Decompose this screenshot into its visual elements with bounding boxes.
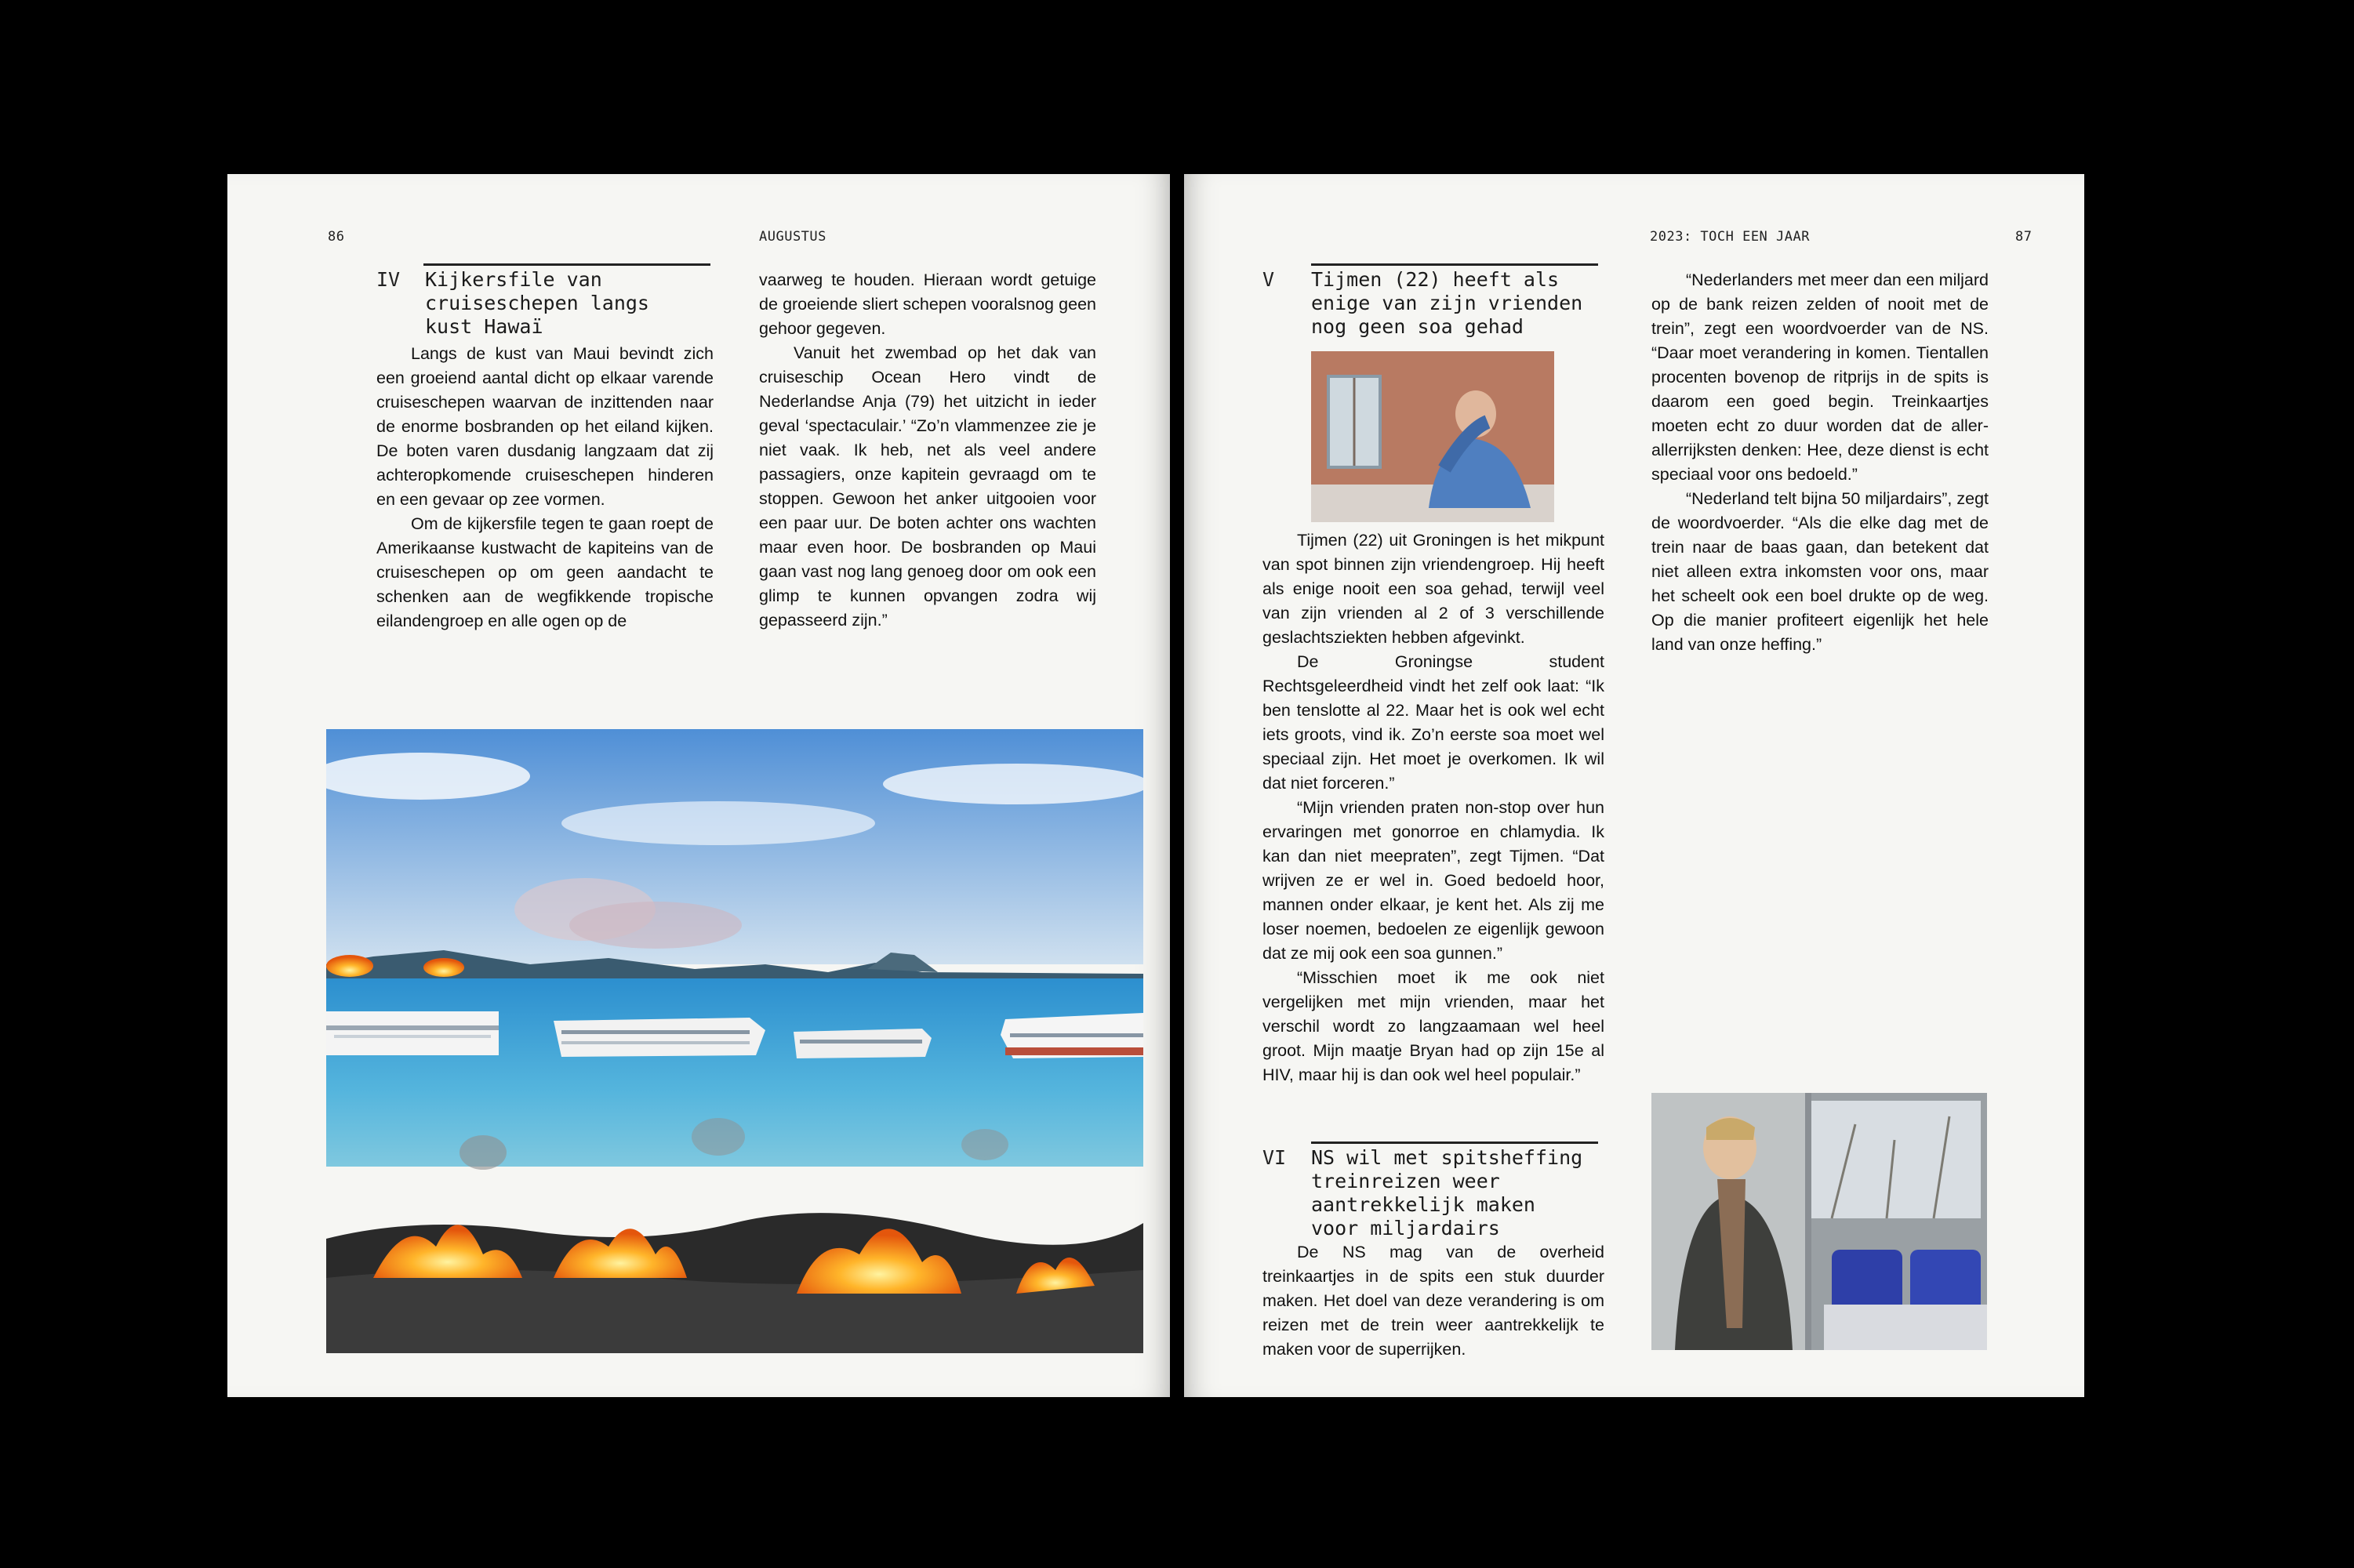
title-line: Kijkersfile van — [425, 268, 602, 291]
paragraph: “Nederlanders met meer dan een miljard op de bank reizen zelden of nooit met de trein”, zegt een woordvoerder van de NS. “Daar moet verandering in komen. Tientallen procenten bovenop de ritprijs in de spits is daarom een goed begin. Treinkaartjes moeten echt zo duur worden dat de aller-allerrijksten denken: Hee, deze dienst is echt speciaal voor ons bedoeld.” — [1651, 270, 1989, 484]
section-vi-number: VI — [1262, 1146, 1287, 1169]
paragraph: De NS mag van de overheid treinkaartjes in de spits een stuk duurder maken. Het doel van deze verandering is om reizen met de trein weer aantrekkelijk te maken voor de superrijken. — [1262, 1243, 1604, 1359]
section-vi-body — [1262, 1240, 1604, 1362]
photo-illustration — [1311, 351, 1554, 522]
page-number-left: 86 — [328, 229, 345, 245]
section-v-title — [1311, 268, 1582, 339]
section-iv-number: IV — [376, 268, 401, 291]
section-iv-column-2 — [759, 268, 1096, 633]
section-vi-rule — [1311, 1142, 1598, 1144]
title-line: NS wil met spitsheffing — [1311, 1146, 1583, 1169]
title-line: enige van zijn vrienden — [1311, 292, 1583, 314]
cruise-ships-fire-photo — [326, 729, 1143, 1353]
cruise-ship — [326, 1011, 499, 1055]
title-line: nog geen soa gehad — [1311, 315, 1524, 338]
running-header-right: 2023: TOCH EEN JAAR — [1650, 229, 1810, 245]
paragraph: Vanuit het zwembad op het dak van cruiseschip Ocean Hero vindt de Nederlandse Anja (79) het uitzicht in ieder geval ‘spectaculair.’ “Zo’n vlammenzee zie je niet vaak. Ik heb, net als veel andere passagiers, onze kapitein gevraagd om te stoppen. Gewoon het anker uitgooien voor een paar uur. De boten achter ons wachten maar even hoor. De bosbranden op Maui gaan vast nog lang genoeg door om ook een glimp te kunnen opvangen zodra wij gepasseerd zijn.” — [759, 343, 1096, 630]
title-line: voor miljardairs — [1311, 1217, 1500, 1240]
section-iv-rule — [423, 263, 710, 266]
paragraph: Om de kijkersfile tegen te gaan roept de Amerikaanse kustwacht de kapiteins van de cruiseschepen op om geen aandacht te schenken aan de wegfikkende tropische eilandengroep en alle ogen op de — [376, 514, 714, 630]
title-line: cruiseschepen langs — [425, 292, 649, 314]
section-iv-title — [425, 268, 649, 339]
train-passenger-photo — [1651, 1093, 1987, 1350]
right-column-2 — [1651, 268, 1989, 657]
photo-illustration — [326, 729, 1143, 1353]
page-number-right: 87 — [2015, 229, 2033, 245]
title-line: treinreizen weer — [1311, 1170, 1500, 1192]
title-line: kust Hawaï — [425, 315, 543, 338]
paragraph: “Nederland telt bijna 50 miljardairs”, zegt de woordvoerder. “Als die elke dag met de trein naar de baas gaan, dan betekent dat niet alleen extra inkomsten voor ons, maar het scheelt ook een boel drukte op de weg. Op die manier profiteert eigenlijk het hele land van onze heffing.” — [1651, 489, 1989, 654]
title-line: Tijmen (22) heeft als — [1311, 268, 1560, 291]
paragraph: “Misschien moet ik me ook niet vergelijken met mijn vrienden, maar het verschil wordt zo langzaamaan wel heel groot. Mijn maatje Bryan had op zijn 15e al HIV, maar hij is dan ook wel heel populair.” — [1262, 968, 1604, 1084]
paragraph: “Mijn vrienden praten non-stop over hun ervaringen met gonorroe en chlamydia. Ik kan dan niet meepraten”, zegt Tijmen. “Dat wrijven ze er wel in. Goed bedoeld hoor, mannen onder elkaar, je kent het. Als zij me loser noemen, bedoelen ze eigenlijk gewoon dat ze mij ook een soa gunnen.” — [1262, 798, 1604, 963]
tijmen-photo — [1311, 351, 1554, 522]
paragraph: Tijmen (22) uit Groningen is het mikpunt van spot binnen zijn vriendengroep. Hij heeft als enige nooit een soa gehad, terwijl veel van zijn vrienden al 2 of 3 verschillende geslachtsziekten hebben afgevinkt. — [1262, 531, 1604, 647]
section-iv-column-1 — [376, 342, 714, 633]
section-v-body — [1262, 528, 1604, 1087]
paragraph: De Groningse student Rechtsgeleerdheid vindt het zelf ook laat: “Ik ben tenslotte al 22. Maar het is ook wel echt iets groots, vind ik. Zo’n eerste soa moet wel speciaal zijn. Het moet je overkomen. Ik wil dat niet forceren.” — [1262, 652, 1604, 793]
paragraph: Langs de kust van Maui bevindt zich een groeiend aantal dicht op elkaar varende cruiseschepen waarvan de inzittenden naar de enorme bosbranden op het eiland kijken. De boten varen dusdanig langzaam dat zij achteropkomende cruiseschepen hinderen en een gevaar op zee vormen. — [376, 344, 714, 509]
cruise-ship — [794, 1029, 932, 1058]
running-header-left: AUGUSTUS — [759, 229, 826, 245]
section-v-number: V — [1262, 268, 1275, 291]
title-line: aantrekkelijk maken — [1311, 1193, 1535, 1216]
section-vi-title — [1311, 1146, 1582, 1240]
cruise-ship — [554, 1018, 765, 1057]
cruise-ship — [1001, 1013, 1143, 1058]
section-v-rule — [1311, 263, 1598, 266]
paragraph: vaarweg te houden. Hieraan wordt getuige de groeiende sliert schepen vooralsnog geen gehoor gegeven. — [759, 270, 1096, 338]
photo-illustration — [1651, 1093, 1987, 1350]
